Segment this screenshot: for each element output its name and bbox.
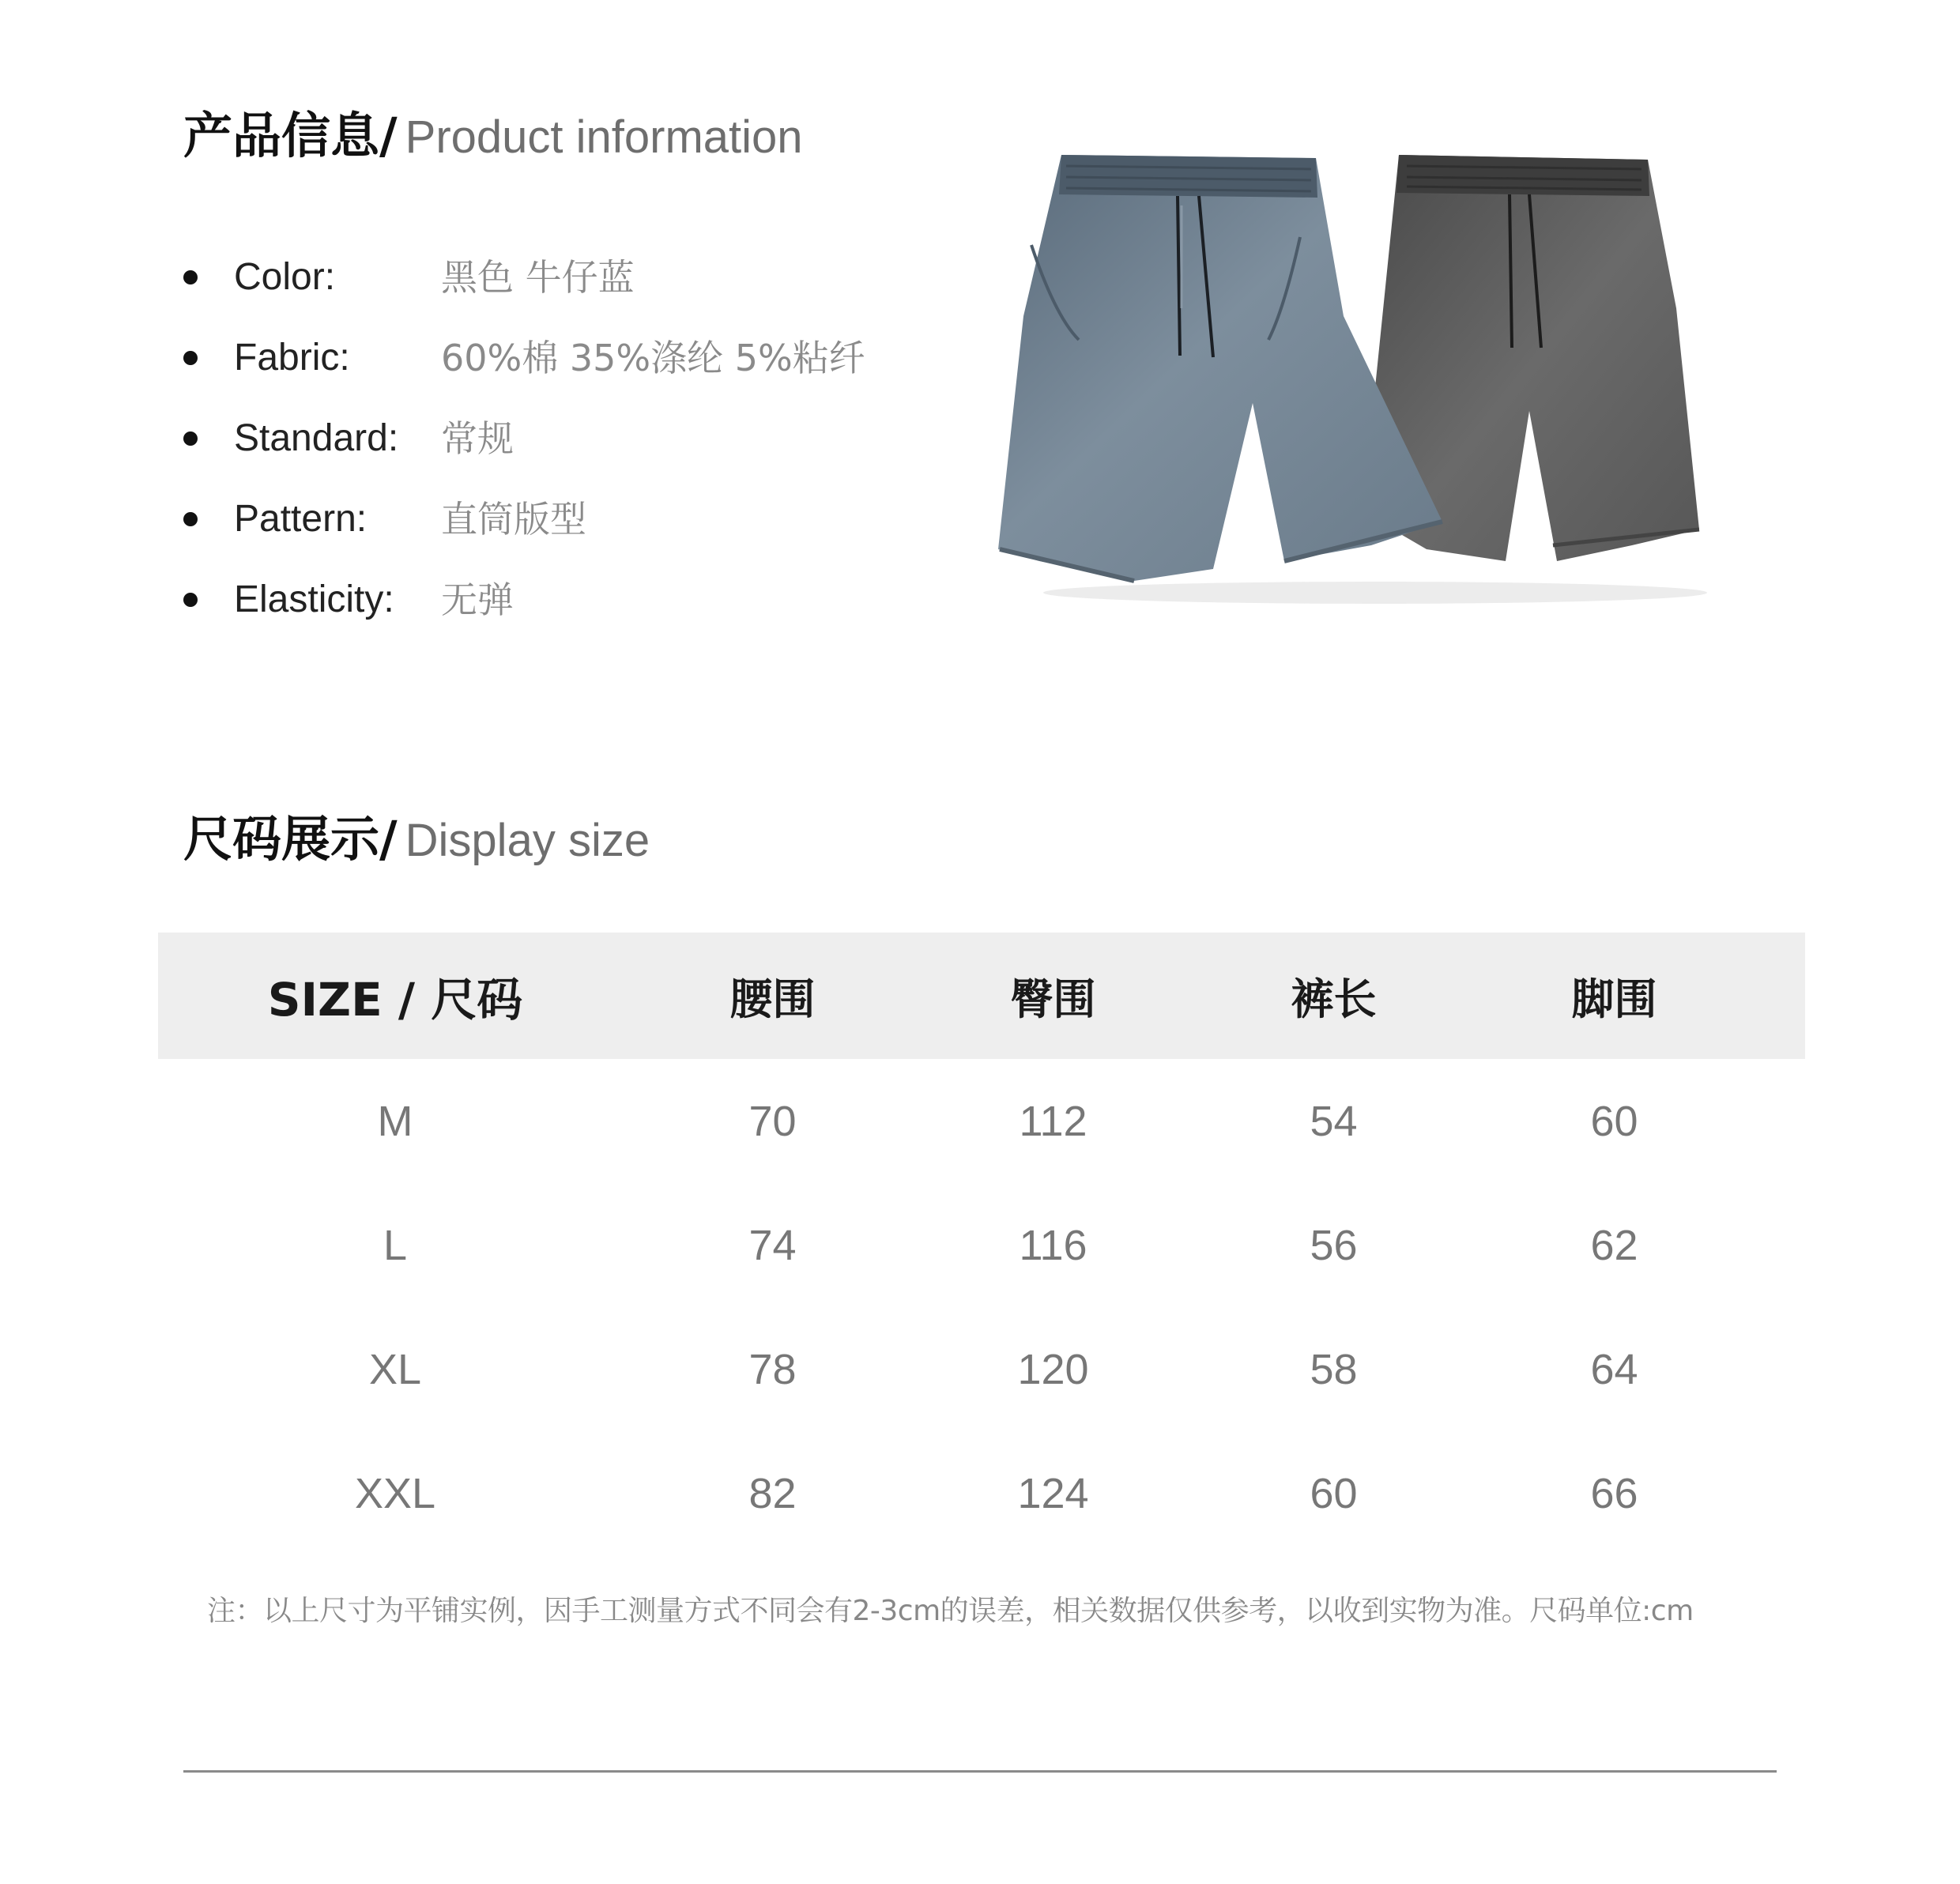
cell-size: L (383, 1221, 408, 1269)
size-table (158, 933, 1805, 1555)
info-row-pattern (183, 493, 974, 574)
cell-size: XL (368, 1345, 422, 1393)
table-row (158, 1431, 1805, 1555)
header-size: SIZE / 尺码 (267, 973, 523, 1027)
info-row-standard (183, 413, 974, 493)
size-display-heading (183, 800, 650, 870)
bullet-icon (183, 593, 198, 607)
bullet-icon (183, 270, 198, 284)
cell-waist: 82 (748, 1469, 797, 1517)
cell-length: 60 (1310, 1469, 1358, 1517)
cell-length: 58 (1310, 1345, 1358, 1393)
product-info-title-cn: 产品信息/ (183, 107, 398, 164)
info-value: 60%棉 35%涤纶 5%粘纤 (441, 337, 865, 379)
blue-shorts (998, 155, 1442, 581)
cell-waist: 78 (748, 1345, 797, 1393)
size-display-title-cn: 尺码展示/ (183, 810, 398, 868)
product-image-shorts (984, 150, 1766, 612)
cell-length: 56 (1310, 1221, 1358, 1269)
table-row (158, 1059, 1805, 1183)
info-row-color (183, 251, 974, 332)
info-label: Standard: (234, 417, 399, 459)
cell-hip: 116 (1019, 1221, 1087, 1269)
bullet-icon (183, 512, 198, 526)
cell-leg-opening: 64 (1590, 1345, 1638, 1393)
cell-leg-opening: 60 (1590, 1097, 1638, 1145)
divider (183, 1770, 1777, 1773)
cell-waist: 70 (748, 1097, 797, 1145)
table-row (158, 1307, 1805, 1431)
cell-hip: 112 (1019, 1097, 1087, 1145)
size-display-title-en: Display size (405, 815, 650, 866)
info-label: Fabric: (234, 337, 350, 379)
cell-waist: 74 (748, 1221, 797, 1269)
cell-leg-opening: 66 (1590, 1469, 1638, 1517)
product-info-title-en: Product information (405, 111, 803, 163)
header-leg-opening: 脚围 (1571, 974, 1657, 1024)
cell-hip: 120 (1017, 1345, 1089, 1393)
info-value: 直筒版型 (441, 498, 586, 541)
info-label: Elasticity: (234, 578, 394, 620)
header-hip: 臀围 (1010, 974, 1096, 1024)
product-info-heading (183, 96, 803, 167)
cell-size: M (377, 1097, 413, 1145)
measurement-note: 注：以上尺寸为平铺实例，因手工测量方式不同会有2-3cm的误差，相关数据仅供参考，以收到实物为准。尺码单位:cm (207, 1595, 1694, 1627)
bullet-icon (183, 431, 198, 446)
header-waist: 腰围 (729, 974, 816, 1024)
cell-leg-opening: 62 (1590, 1221, 1638, 1269)
cell-hip: 124 (1017, 1469, 1089, 1517)
info-label: Pattern: (234, 498, 368, 540)
size-table-header (158, 933, 1805, 1059)
product-info-list (183, 251, 974, 654)
info-value: 常规 (441, 417, 514, 460)
table-row (158, 1183, 1805, 1307)
info-row-elasticity (183, 574, 974, 654)
info-row-fabric (183, 332, 974, 413)
info-label: Color: (234, 256, 336, 298)
info-value: 黑色 牛仔蓝 (441, 256, 635, 299)
cell-size: XXL (354, 1469, 436, 1517)
bullet-icon (183, 351, 198, 365)
cell-length: 54 (1310, 1097, 1358, 1145)
info-value: 无弹 (441, 578, 514, 621)
header-length: 裤长 (1291, 974, 1377, 1024)
